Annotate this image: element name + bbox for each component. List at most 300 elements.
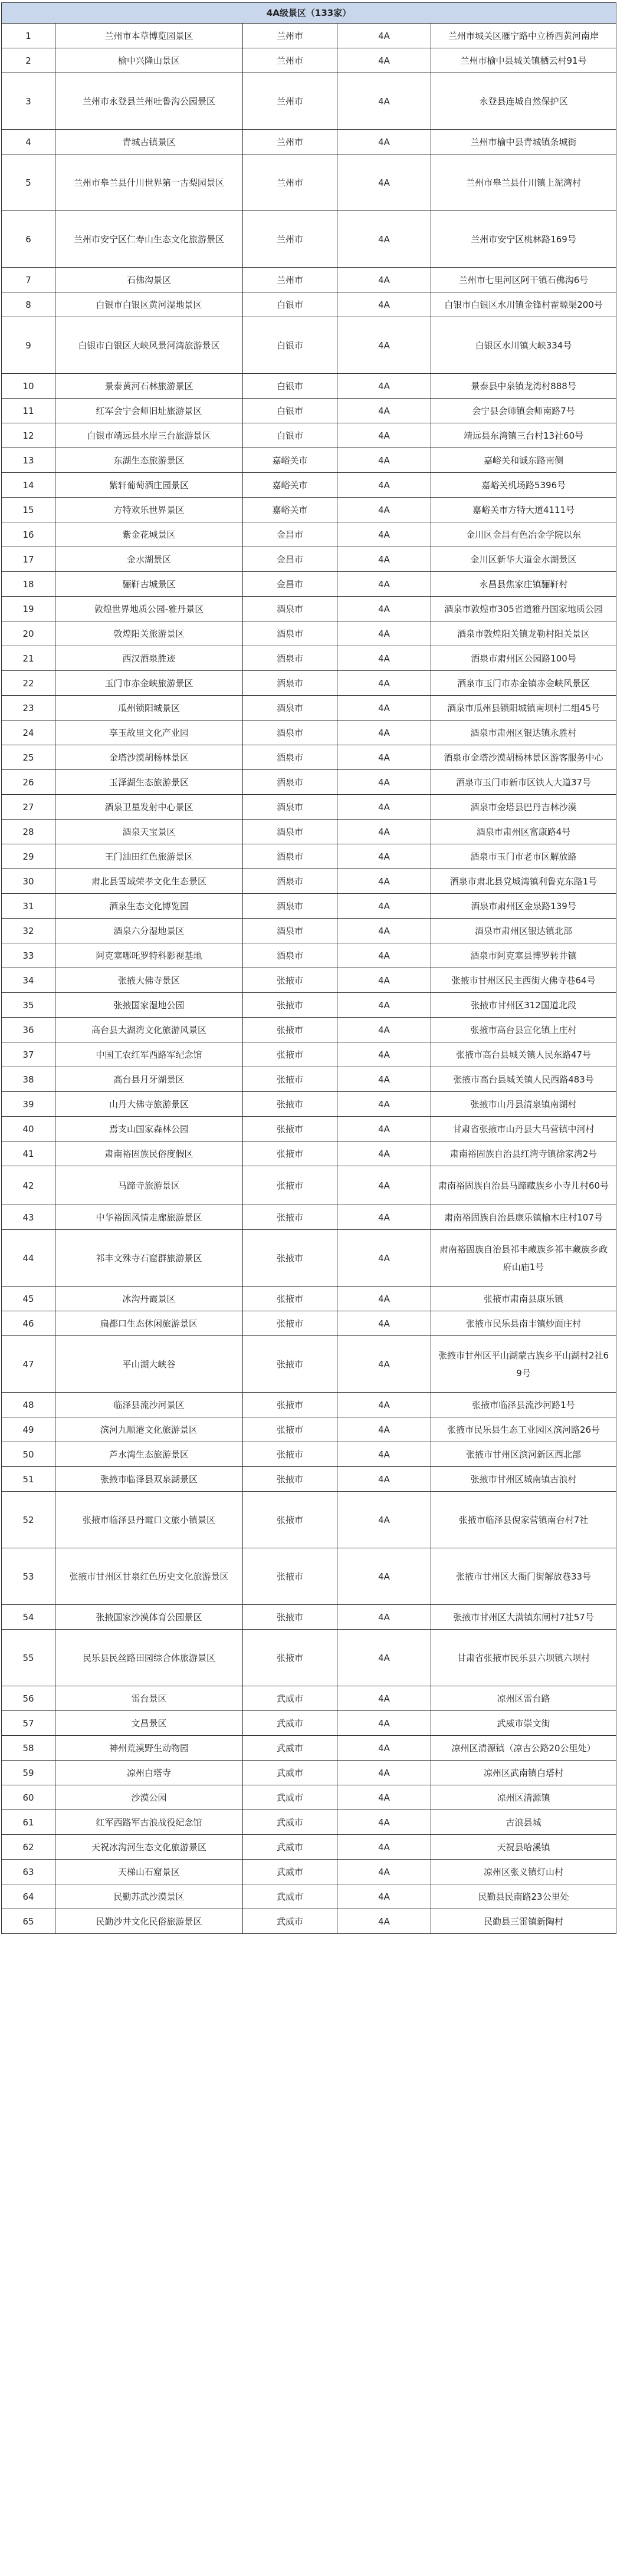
scenic-area-address: 白银市白银区水川镇金锋村霍塬渠200号 [431, 292, 616, 317]
city-name: 张掖市 [243, 1042, 337, 1067]
city-name: 武威市 [243, 1884, 337, 1909]
row-number: 52 [2, 1492, 55, 1548]
rating-level: 4A [337, 572, 431, 597]
city-name: 张掖市 [243, 1141, 337, 1166]
city-name: 兰州市 [243, 211, 337, 268]
scenic-area-name: 东湖生态旅游景区 [55, 448, 243, 473]
row-number: 65 [2, 1909, 55, 1934]
scenic-area-address: 肃南裕固族自治县康乐镇榆木庄村107号 [431, 1205, 616, 1230]
table-row [2, 1909, 616, 1934]
scenic-area-name: 玉泽湖生态旅游景区 [55, 770, 243, 795]
scenic-area-name: 张掖大佛寺景区 [55, 968, 243, 993]
table-title: 4A级景区（133家） [2, 3, 616, 24]
scenic-area-address: 天祝县哈溪镇 [431, 1835, 616, 1860]
scenic-area-address: 张掖市民乐县生态工业园区滨河路26号 [431, 1417, 616, 1442]
table-row [2, 869, 616, 894]
city-name: 张掖市 [243, 1067, 337, 1092]
rating-level: 4A [337, 1711, 431, 1736]
rating-level: 4A [337, 1785, 431, 1810]
table-row [2, 1166, 616, 1205]
scenic-area-address: 兰州市七里河区阿干镇石佛沟6号 [431, 268, 616, 292]
rating-level: 4A [337, 547, 431, 572]
city-name: 兰州市 [243, 268, 337, 292]
row-number: 58 [2, 1736, 55, 1761]
scenic-area-name: 紫金花城景区 [55, 522, 243, 547]
scenic-area-address: 凉州区清源镇（凉古公路20公里处） [431, 1736, 616, 1761]
row-number: 46 [2, 1311, 55, 1336]
rating-level: 4A [337, 597, 431, 621]
city-name: 张掖市 [243, 1092, 337, 1117]
scenic-area-address: 张掖市临泽县流沙河路1号 [431, 1393, 616, 1417]
scenic-area-name: 天祝冰沟河生态文化旅游景区 [55, 1835, 243, 1860]
table-row [2, 572, 616, 597]
city-name: 张掖市 [243, 1287, 337, 1311]
row-number: 3 [2, 73, 55, 130]
table-row [2, 1810, 616, 1835]
rating-level: 4A [337, 473, 431, 498]
table-row [2, 1311, 616, 1336]
rating-level: 4A [337, 1205, 431, 1230]
rating-level: 4A [337, 1336, 431, 1393]
table-row [2, 1686, 616, 1711]
city-name: 张掖市 [243, 1205, 337, 1230]
scenic-area-address: 白银区水川镇大峡334号 [431, 317, 616, 374]
scenic-area-name: 天梯山石窟景区 [55, 1860, 243, 1884]
row-number: 17 [2, 547, 55, 572]
city-name: 张掖市 [243, 1605, 337, 1630]
table-row [2, 968, 616, 993]
document-page [1, 2, 616, 1934]
table-row [2, 1467, 616, 1492]
rating-level: 4A [337, 621, 431, 646]
table-row [2, 24, 616, 48]
scenic-area-address: 古浪县城 [431, 1810, 616, 1835]
city-name: 张掖市 [243, 1018, 337, 1042]
row-number: 16 [2, 522, 55, 547]
row-number: 2 [2, 48, 55, 73]
scenic-area-address: 酒泉市肃州区银达镇北部 [431, 919, 616, 943]
scenic-area-name: 石佛沟景区 [55, 268, 243, 292]
scenic-area-address: 张掖市甘州区城南镇古浪村 [431, 1467, 616, 1492]
table-row [2, 770, 616, 795]
scenic-area-address: 肃南裕固族自治县红湾寺镇徐家湾2号 [431, 1141, 616, 1166]
city-name: 白银市 [243, 399, 337, 423]
scenic-area-name: 肃北县雪域荣孝文化生态景区 [55, 869, 243, 894]
city-name: 酒泉市 [243, 820, 337, 844]
table-row [2, 211, 616, 268]
city-name: 张掖市 [243, 1630, 337, 1686]
city-name: 张掖市 [243, 1417, 337, 1442]
table-row [2, 1141, 616, 1166]
scenic-area-address: 酒泉市敦煌市305省道雅丹国家地质公园 [431, 597, 616, 621]
scenic-area-name: 中国工农红军西路军纪念馆 [55, 1042, 243, 1067]
rating-level: 4A [337, 919, 431, 943]
city-name: 酒泉市 [243, 745, 337, 770]
scenic-area-address: 酒泉市肃北县党城湾镇利鲁克东路1号 [431, 869, 616, 894]
city-name: 白银市 [243, 317, 337, 374]
rating-level: 4A [337, 24, 431, 48]
table-row [2, 473, 616, 498]
city-name: 张掖市 [243, 1467, 337, 1492]
city-name: 张掖市 [243, 1311, 337, 1336]
table-row [2, 795, 616, 820]
scenic-area-address: 酒泉市阿克塞县博罗转井镇 [431, 943, 616, 968]
scenic-area-name: 紫轩葡萄酒庄园景区 [55, 473, 243, 498]
city-name: 兰州市 [243, 24, 337, 48]
city-name: 武威市 [243, 1860, 337, 1884]
row-number: 45 [2, 1287, 55, 1311]
row-number: 54 [2, 1605, 55, 1630]
scenic-area-name: 祁丰文殊寺石窟群旅游景区 [55, 1230, 243, 1287]
rating-level: 4A [337, 154, 431, 211]
table-row [2, 317, 616, 374]
city-name: 武威市 [243, 1810, 337, 1835]
scenic-area-address: 张掖市高台县城关镇人民西路483号 [431, 1067, 616, 1092]
scenic-area-name: 马蹄寺旅游景区 [55, 1166, 243, 1205]
scenic-area-name: 兰州市本草博览园景区 [55, 24, 243, 48]
rating-level: 4A [337, 1860, 431, 1884]
rating-level: 4A [337, 1736, 431, 1761]
rating-level: 4A [337, 1141, 431, 1166]
city-name: 嘉峪关市 [243, 498, 337, 522]
table-row [2, 993, 616, 1018]
scenic-area-name: 兰州市安宁区仁寿山生态文化旅游景区 [55, 211, 243, 268]
row-number: 18 [2, 572, 55, 597]
scenic-area-address: 张掖市山丹县清泉镇南湖村 [431, 1092, 616, 1117]
scenic-area-name: 景泰黄河石林旅游景区 [55, 374, 243, 399]
row-number: 37 [2, 1042, 55, 1067]
scenic-area-address: 张掖市肃南县康乐镇 [431, 1287, 616, 1311]
scenic-area-name: 滨河九顺港文化旅游景区 [55, 1417, 243, 1442]
row-number: 15 [2, 498, 55, 522]
city-name: 酒泉市 [243, 646, 337, 671]
scenic-area-name: 白银市靖远县水岸三台旅游景区 [55, 423, 243, 448]
scenic-area-name: 享玉故里文化产业园 [55, 721, 243, 745]
rating-level: 4A [337, 317, 431, 374]
scenic-area-name: 张掖国家湿地公园 [55, 993, 243, 1018]
city-name: 金昌市 [243, 522, 337, 547]
scenic-area-address: 甘肃省张掖市民乐县六坝镇六坝村 [431, 1630, 616, 1686]
rating-level: 4A [337, 1018, 431, 1042]
row-number: 19 [2, 597, 55, 621]
scenic-area-name: 高台县大湖湾文化旅游风景区 [55, 1018, 243, 1042]
row-number: 57 [2, 1711, 55, 1736]
row-number: 24 [2, 721, 55, 745]
scenic-area-address: 金川区金昌有色冶金学院以东 [431, 522, 616, 547]
scenic-area-address: 兰州市城关区雁宁路中立桥西黄河南岸 [431, 24, 616, 48]
scenic-area-address: 张掖市甘州区民主西街大佛寺巷64号 [431, 968, 616, 993]
table-row [2, 671, 616, 696]
city-name: 金昌市 [243, 547, 337, 572]
row-number: 51 [2, 1467, 55, 1492]
scenic-area-address: 民勤县三雷镇新陶村 [431, 1909, 616, 1934]
scenic-area-name: 酒泉卫星发射中心景区 [55, 795, 243, 820]
table-row [2, 1336, 616, 1393]
scenic-area-name: 凉州白塔寺 [55, 1761, 243, 1785]
scenic-area-name: 青城古镇景区 [55, 130, 243, 154]
scenic-area-name: 酒泉六分湿地景区 [55, 919, 243, 943]
scenic-area-name: 榆中兴隆山景区 [55, 48, 243, 73]
scenic-area-name: 焉支山国家森林公园 [55, 1117, 243, 1141]
scenic-area-name: 张掖市临泽县丹霞口文旅小镇景区 [55, 1492, 243, 1548]
table-row [2, 1492, 616, 1548]
city-name: 武威市 [243, 1909, 337, 1934]
scenic-area-address: 甘肃省张掖市山丹县大马营镇中河村 [431, 1117, 616, 1141]
city-name: 金昌市 [243, 572, 337, 597]
scenic-area-name: 瓜州锁阳城景区 [55, 696, 243, 721]
rating-level: 4A [337, 374, 431, 399]
city-name: 张掖市 [243, 1336, 337, 1393]
city-name: 酒泉市 [243, 943, 337, 968]
table-row [2, 1835, 616, 1860]
row-number: 26 [2, 770, 55, 795]
table-title-row [2, 3, 616, 24]
rating-level: 4A [337, 993, 431, 1018]
city-name: 张掖市 [243, 1393, 337, 1417]
rating-level: 4A [337, 1761, 431, 1785]
row-number: 14 [2, 473, 55, 498]
rating-level: 4A [337, 1092, 431, 1117]
scenic-area-address: 酒泉市金塔沙漠胡杨林景区游客服务中心 [431, 745, 616, 770]
city-name: 武威市 [243, 1835, 337, 1860]
row-number: 29 [2, 844, 55, 869]
city-name: 张掖市 [243, 1442, 337, 1467]
rating-level: 4A [337, 448, 431, 473]
rating-level: 4A [337, 671, 431, 696]
rating-level: 4A [337, 1884, 431, 1909]
table-row [2, 844, 616, 869]
rating-level: 4A [337, 1042, 431, 1067]
table-row [2, 423, 616, 448]
scenic-area-name: 方特欢乐世界景区 [55, 498, 243, 522]
table-row [2, 1230, 616, 1287]
scenic-area-name: 敦煌世界地质公园-雅丹景区 [55, 597, 243, 621]
scenic-area-address: 嘉峪关市方特大道4111号 [431, 498, 616, 522]
table-row [2, 1884, 616, 1909]
scenic-area-address: 张掖市甘州区大满镇东闸村7社57号 [431, 1605, 616, 1630]
rating-level: 4A [337, 48, 431, 73]
table-row [2, 894, 616, 919]
row-number: 28 [2, 820, 55, 844]
city-name: 酒泉市 [243, 597, 337, 621]
scenic-area-name: 红军会宁会师旧址旅游景区 [55, 399, 243, 423]
table-row [2, 1117, 616, 1141]
row-number: 25 [2, 745, 55, 770]
table-row [2, 820, 616, 844]
city-name: 白银市 [243, 292, 337, 317]
table-row [2, 498, 616, 522]
row-number: 31 [2, 894, 55, 919]
row-number: 8 [2, 292, 55, 317]
scenic-area-name: 酒泉生态文化博览园 [55, 894, 243, 919]
rating-level: 4A [337, 943, 431, 968]
table-row [2, 399, 616, 423]
table-row [2, 73, 616, 130]
scenic-area-address: 金川区新华大道金水湖景区 [431, 547, 616, 572]
table-row [2, 268, 616, 292]
table-row [2, 919, 616, 943]
rating-level: 4A [337, 498, 431, 522]
row-number: 48 [2, 1393, 55, 1417]
rating-level: 4A [337, 1630, 431, 1686]
city-name: 张掖市 [243, 1166, 337, 1205]
city-name: 嘉峪关市 [243, 473, 337, 498]
row-number: 56 [2, 1686, 55, 1711]
rating-level: 4A [337, 1311, 431, 1336]
scenic-area-address: 凉州区雷台路 [431, 1686, 616, 1711]
row-number: 21 [2, 646, 55, 671]
rating-level: 4A [337, 820, 431, 844]
scenic-area-name: 冰沟丹霞景区 [55, 1287, 243, 1311]
city-name: 酒泉市 [243, 795, 337, 820]
scenic-area-address: 兰州市榆中县城关镇栖云村91号 [431, 48, 616, 73]
row-number: 20 [2, 621, 55, 646]
rating-level: 4A [337, 696, 431, 721]
table-row [2, 48, 616, 73]
city-name: 嘉峪关市 [243, 448, 337, 473]
scenic-area-name: 兰州市皋兰县什川世界第一古梨园景区 [55, 154, 243, 211]
scenic-area-name: 敦煌阳关旅游景区 [55, 621, 243, 646]
table-row [2, 1711, 616, 1736]
rating-level: 4A [337, 1393, 431, 1417]
scenic-area-name: 民乐县民丝路田园综合体旅游景区 [55, 1630, 243, 1686]
table-row [2, 621, 616, 646]
scenic-area-address: 张掖市甘州区平山湖蒙古族乡平山湖村2社69号 [431, 1336, 616, 1393]
city-name: 白银市 [243, 423, 337, 448]
row-number: 34 [2, 968, 55, 993]
scenic-area-address: 靖远县东湾镇三台村13社60号 [431, 423, 616, 448]
scenic-area-name: 兰州市永登县兰州吐鲁沟公园景区 [55, 73, 243, 130]
city-name: 武威市 [243, 1736, 337, 1761]
scenic-area-address: 张掖市甘州区滨河新区西北部 [431, 1442, 616, 1467]
row-number: 22 [2, 671, 55, 696]
rating-level: 4A [337, 1067, 431, 1092]
row-number: 10 [2, 374, 55, 399]
scenic-area-address: 张掖市高台县城关镇人民东路47号 [431, 1042, 616, 1067]
scenic-area-name: 沙漠公园 [55, 1785, 243, 1810]
city-name: 张掖市 [243, 1117, 337, 1141]
scenic-area-name: 白银市白银区大峡风景河湾旅游景区 [55, 317, 243, 374]
scenic-area-name: 高台县月牙湖景区 [55, 1067, 243, 1092]
table-row [2, 154, 616, 211]
scenic-area-address: 兰州市榆中县青城镇条城街 [431, 130, 616, 154]
scenic-area-name: 肃南裕固族民俗度假区 [55, 1141, 243, 1166]
table-body [2, 24, 616, 1934]
scenic-area-address: 嘉峪关机场路5396号 [431, 473, 616, 498]
rating-level: 4A [337, 73, 431, 130]
row-number: 9 [2, 317, 55, 374]
rating-level: 4A [337, 522, 431, 547]
row-number: 5 [2, 154, 55, 211]
table-row [2, 696, 616, 721]
city-name: 兰州市 [243, 130, 337, 154]
city-name: 武威市 [243, 1711, 337, 1736]
table-row [2, 1067, 616, 1092]
city-name: 张掖市 [243, 968, 337, 993]
city-name: 酒泉市 [243, 919, 337, 943]
city-name: 武威市 [243, 1785, 337, 1810]
table-row [2, 1785, 616, 1810]
row-number: 35 [2, 993, 55, 1018]
table-row [2, 1860, 616, 1884]
city-name: 酒泉市 [243, 671, 337, 696]
row-number: 44 [2, 1230, 55, 1287]
table-row [2, 597, 616, 621]
table-row [2, 1442, 616, 1467]
row-number: 33 [2, 943, 55, 968]
scenic-area-address: 酒泉市金塔县巴丹吉林沙漠 [431, 795, 616, 820]
row-number: 4 [2, 130, 55, 154]
rating-level: 4A [337, 1810, 431, 1835]
row-number: 27 [2, 795, 55, 820]
scenic-area-address: 景泰县中泉镇龙湾村888号 [431, 374, 616, 399]
city-name: 张掖市 [243, 1548, 337, 1605]
scenic-area-name: 民勤沙井文化民俗旅游景区 [55, 1909, 243, 1934]
rating-level: 4A [337, 423, 431, 448]
table-row [2, 1287, 616, 1311]
scenic-area-name: 金水湖景区 [55, 547, 243, 572]
scenic-area-address: 凉州区清源镇 [431, 1785, 616, 1810]
scenic-area-address: 酒泉市玉门市赤金镇赤金峡风景区 [431, 671, 616, 696]
rating-level: 4A [337, 1417, 431, 1442]
scenic-area-address: 酒泉市敦煌阳关镇龙勒村阳关景区 [431, 621, 616, 646]
city-name: 张掖市 [243, 993, 337, 1018]
row-number: 53 [2, 1548, 55, 1605]
scenic-area-address: 张掖市高台县宣化镇上庄村 [431, 1018, 616, 1042]
scenic-area-name: 张掖国家沙漠体育公园景区 [55, 1605, 243, 1630]
table-row [2, 646, 616, 671]
scenic-area-address: 酒泉市肃州区富康路4号 [431, 820, 616, 844]
table-row [2, 943, 616, 968]
scenic-area-name: 芦水湾生态旅游景区 [55, 1442, 243, 1467]
table-row [2, 745, 616, 770]
rating-level: 4A [337, 1166, 431, 1205]
row-number: 23 [2, 696, 55, 721]
rating-level: 4A [337, 646, 431, 671]
scenic-area-name: 中华裕固风情走廊旅游景区 [55, 1205, 243, 1230]
row-number: 47 [2, 1336, 55, 1393]
rating-level: 4A [337, 1492, 431, 1548]
row-number: 13 [2, 448, 55, 473]
row-number: 64 [2, 1884, 55, 1909]
scenic-area-address: 张掖市甘州区312国道北段 [431, 993, 616, 1018]
row-number: 6 [2, 211, 55, 268]
scenic-area-address: 酒泉市玉门市新市区铁人大道37号 [431, 770, 616, 795]
city-name: 酒泉市 [243, 770, 337, 795]
scenic-area-address: 民勤县民南路23公里处 [431, 1884, 616, 1909]
row-number: 50 [2, 1442, 55, 1467]
scenic-area-name: 白银市白银区黄河湿地景区 [55, 292, 243, 317]
scenic-area-address: 永登县连城自然保护区 [431, 73, 616, 130]
scenic-area-address: 酒泉市肃州区公园路100号 [431, 646, 616, 671]
table-row [2, 1761, 616, 1785]
table-row [2, 1548, 616, 1605]
rating-level: 4A [337, 869, 431, 894]
row-number: 7 [2, 268, 55, 292]
scenic-area-address: 永昌县焦家庄镇骊靬村 [431, 572, 616, 597]
rating-level: 4A [337, 399, 431, 423]
scenic-area-name: 山丹大佛寺旅游景区 [55, 1092, 243, 1117]
row-number: 55 [2, 1630, 55, 1686]
scenic-area-address: 肃南裕固族自治县马蹄藏族乡小寺儿村60号 [431, 1166, 616, 1205]
scenic-area-address: 会宁县会师镇会师南路7号 [431, 399, 616, 423]
table-row [2, 292, 616, 317]
scenic-area-name: 酒泉天宝景区 [55, 820, 243, 844]
scenic-area-name: 神州荒漠野生动物园 [55, 1736, 243, 1761]
scenic-area-name: 西汉酒泉胜迹 [55, 646, 243, 671]
scenic-area-address: 兰州市安宁区桃林路169号 [431, 211, 616, 268]
scenic-area-name: 临泽县流沙河景区 [55, 1393, 243, 1417]
